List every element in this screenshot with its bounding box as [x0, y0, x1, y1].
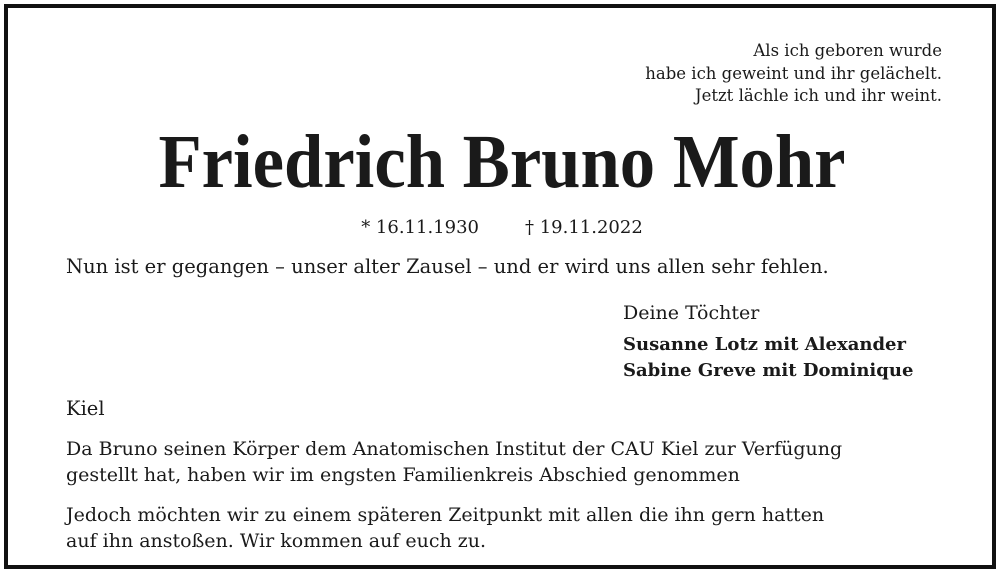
signers-block: [623, 300, 913, 384]
signer-name: Sabine Greve mit Dominique: [623, 360, 914, 381]
signer-name: Susanne Lotz mit Alexander: [623, 334, 906, 355]
birth-date: * 16.11.1930: [361, 217, 479, 238]
deceased-name: Friedrich Bruno Mohr: [158, 120, 846, 204]
obituary-frame: [4, 4, 996, 569]
signers-lead: Deine Töchter: [623, 302, 760, 324]
paragraph-line: gestellt hat, haben wir im engsten Familienkreis Abschied genommen: [66, 464, 740, 486]
poem-line: Als ich geboren wurde: [753, 41, 942, 60]
city-name: Kiel: [66, 397, 105, 420]
obituary-content: [12, 12, 992, 565]
info-paragraph: [66, 502, 956, 554]
poem-line: Jetzt lächle ich und ihr weint.: [694, 86, 942, 105]
death-date: † 19.11.2022: [525, 217, 643, 238]
poem-quote: [645, 40, 942, 108]
paragraph-line: Jedoch möchten wir zu einem späteren Zeitpunkt mit allen die ihn gern hatten: [66, 504, 825, 526]
paragraph-line: auf ihn anstoßen. Wir kommen auf euch zu.: [66, 530, 487, 552]
life-dates: [12, 216, 992, 240]
info-paragraph: [66, 436, 956, 488]
farewell-message: Nun ist er gegangen – unser alter Zausel – und er wird uns allen sehr fehlen.: [66, 255, 829, 278]
poem-line: habe ich geweint und ihr gelächelt.: [645, 63, 942, 83]
paragraph-line: Da Bruno seinen Körper dem Anatomischen Institut der CAU Kiel zur Verfügung: [66, 438, 843, 460]
